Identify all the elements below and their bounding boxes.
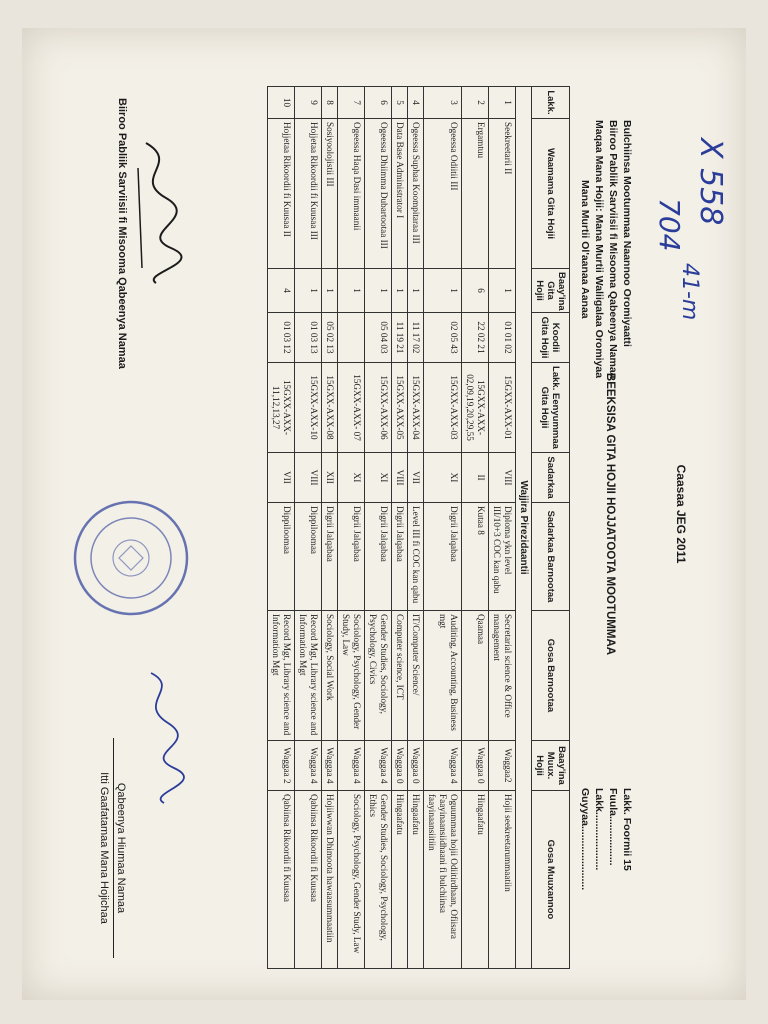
header-edu-type: Gosa Barnootaa [532,611,570,741]
cell-title: Sosiyoolojistii III [322,119,338,269]
cell-code: 22 02 21 [462,313,489,363]
signature-left-icon [126,138,186,288]
official-stamp-icon [71,498,191,618]
page-field: Fuula................. [607,788,619,866]
cell-exp: Waggaa 4 [365,741,392,791]
cell-exp: Waggaa2 [489,741,516,791]
cell-grade: VIII [489,453,516,503]
cell-count: 6 [462,269,489,313]
cell-exp-type: Sociology, Psychology, Gender Study, Law [338,791,365,969]
rotated-document [22,28,746,1000]
cell-exp: Waggaa 0 [408,741,424,791]
cell-edu-type: Computer science, ICT [392,611,408,741]
cell-title: Hojjetaa Rikoordii fi Kuusaa III [295,119,322,269]
cell-id: 15GXX-AXX-02,09,19,20,29,55 [462,363,489,453]
header-edu-level: Sadarkaa Barnootaa [532,503,570,611]
cell-count: 1 [408,269,424,313]
cell-grade: VIII [295,453,322,503]
cell-code [338,313,365,363]
cell-id: 15GXX-AXX-01 [489,363,516,453]
cell-no: 2 [462,87,489,119]
header-no: Lakk. [532,87,570,119]
cell-exp-type: Qabiinsa Rikoordii fi Kuusaa [268,791,295,969]
section-row [516,87,532,969]
cell-exp-type: Hojiiwwan Dhimoota hawaasummaatiin [322,791,338,969]
org-line: Mana Murtii Ol'aanaa Aanaa [579,180,591,319]
cell-no: 1 [489,87,516,119]
table-row [489,87,516,969]
document-main-title: BEEKSISA GITA HOJII HOJJATOOTA MOOTUMMAA [604,372,616,656]
cell-edu-level: Digrii Jalqabaa [424,503,462,611]
cell-exp: Waggaa 0 [462,741,489,791]
header-title: Waamama Gita Hojii [532,119,570,269]
cell-code: 01 03 13 [295,313,322,363]
table-row [338,87,365,969]
cell-exp-type: Qabiinsa Rikoordii fi Kuusaa [295,791,322,969]
cell-edu-type: Qaamaa [462,611,489,741]
table-row [295,87,322,969]
cell-code: 01 03 12 [268,313,295,363]
cell-title: Ogeessa Suphaa Koompitaraa III [408,119,424,269]
header-code: Koodii Gita Hojii [532,313,570,363]
header-id: Lakk. Eenyummaa Gita Hojii [532,363,570,453]
cell-edu-type: Gender Studies, Sociology, Psychology, Civics [365,611,392,741]
cell-code: 05 04 03 [365,313,392,363]
cell-edu-type: Record Mgt, Library science and Information Mgt [268,611,295,741]
cell-id: 15GXX-AXX- 07 [338,363,365,453]
cell-grade: XI [424,453,462,503]
cell-edu-level: Dippiloomaa [295,503,322,611]
header-grade: Sadarkaa [532,453,570,503]
cell-edu-level: Level III fi COC kan qabu [408,503,424,611]
cell-count: 1 [322,269,338,313]
cell-edu-type: Sociology, Social Work [322,611,338,741]
cell-title: Ergamtuu [462,119,489,269]
table-row [408,87,424,969]
cell-count: 1 [489,269,516,313]
cell-no: 7 [338,87,365,119]
cell-exp: Waggaa 4 [322,741,338,791]
header-exp-type: Gosa Muuxannoo [532,791,570,969]
table-header-row [532,87,570,969]
cell-title: Ogeessa Dhiimma Dubartootaa III [365,119,392,269]
cell-edu-level: Digrii Jalqabaa [322,503,338,611]
cell-exp-type: Oguummaa hojii Odiitirdhaan, Ofiisara Faayinaansiidhaani fi bulchiinsa faayinaansiitiin [424,791,462,969]
document-top-title: Caasaa JEG 2011 [674,464,688,564]
cell-exp-type: Gender Studies, Sociology, Psychology, Ethics [365,791,392,969]
footer-signature-block [97,728,128,968]
cell-code: 02 05 43 [424,313,462,363]
signature-right-icon [131,668,186,808]
cell-no: 5 [392,87,408,119]
handwritten-mark: 41-m [677,263,702,321]
cell-count: 1 [295,269,322,313]
cell-grade: II [462,453,489,503]
cell-edu-level: Dippiloomaa [268,503,295,611]
cell-title: Seekreetarii II [489,119,516,269]
footer-left-label: Biiroo Pabliik Sarviisii fi Misooma Qabeenya Namaa [116,98,128,369]
cell-grade: XII [322,453,338,503]
cell-grade: XI [365,453,392,503]
cell-exp: Waggaa 0 [392,741,408,791]
cell-title: Hojjetaa Rikoordii fi Kuusaa II [268,119,295,269]
cell-edu-type: Secretarial science & Office management [489,611,516,741]
cell-no: 4 [408,87,424,119]
cell-no: 10 [268,87,295,119]
handwritten-number: 704 [653,198,686,252]
cell-exp: Waggaa 4 [338,741,365,791]
cell-edu-level: Diploma ykn level III/10+3 COC kan qabu [489,503,516,611]
cell-code: 05 02 13 [322,313,338,363]
footer-right-line1: Itti Gaafatamaa Mana Hojichaa [98,772,110,924]
document-page [22,28,746,1000]
cell-code: 01 01 02 [489,313,516,363]
cell-count: 1 [338,269,365,313]
cell-exp: Waggaa 2 [268,741,295,791]
cell-code: 11 19 21 [392,313,408,363]
cell-id: 15GXX-AXX-06 [365,363,392,453]
cell-edu-type: Sociology, Psychology, Gender Study, Law [338,611,365,741]
org-line: Bulchiinsa Mootummaa Naannoo Oromiyaatti [621,120,633,347]
org-line: Biiroo Pabliik Sarviisii fi Misooma Qabeenya Namaa [607,120,619,379]
handwritten-code: X 558 [693,138,728,226]
cell-grade: XI [338,453,365,503]
cell-exp-type: Hingaafatu [408,791,424,969]
header-count: Baay'ina Gita Hojii [532,269,570,313]
cell-title: Data Base Administrator I [392,119,408,269]
cell-count: 1 [424,269,462,313]
cell-count: 4 [268,269,295,313]
table-row [424,87,462,969]
cell-no: 3 [424,87,462,119]
cell-exp: Waggaa 4 [424,741,462,791]
cell-title: Ogeessa Haqa Dasi immaanii [338,119,365,269]
cell-edu-type: IT/Computer Science/ [408,611,424,741]
table-row [462,87,489,969]
job-grade-table [267,86,570,969]
cell-exp: Waggaa 4 [295,741,322,791]
table-row [392,87,408,969]
table-row [322,87,338,969]
date-field: Guyyaa...................... [579,788,591,891]
cell-exp-type: Hojii seekreetarummaatiin [489,791,516,969]
cell-grade: VII [408,453,424,503]
cell-edu-level: Digrii Jalqabaa [365,503,392,611]
cell-edu-type: Auditing, Accounting, Business mgt [424,611,462,741]
cell-exp-type: Hingaafatu [392,791,408,969]
cell-count: 1 [365,269,392,313]
org-line: Maqaa Mana Hojii: Mana Murtii Waliigalaa Oromiyaa [593,120,605,379]
cell-grade: VII [268,453,295,503]
cell-code: 11 17 02 [408,313,424,363]
cell-no: 8 [322,87,338,119]
cell-no: 6 [365,87,392,119]
cell-edu-level: Digrii Jalqabaa [392,503,408,611]
cell-title: Ogeessa Odiitii III [424,119,462,269]
cell-edu-level: Kutaa 8 [462,503,489,611]
footer-right-line2: Qabeenya Hiumaa Namaa [115,782,127,914]
cell-id: 15GXX-AXX-03 [424,363,462,453]
form-number: Lakk. Foormii 15 [621,788,633,871]
cell-grade: VIII [392,453,408,503]
cell-id: 15GXX-AXX-05 [392,363,408,453]
table-row [365,87,392,969]
cell-edu-type: Record Mgt, Library science and Information Mgt [295,611,322,741]
section-label: Wajjira Pirezidaantii [516,87,532,969]
cell-no: 9 [295,87,322,119]
cell-exp-type: Hingaafatu [462,791,489,969]
cell-id: 15GXX-AXX-04 [408,363,424,453]
cell-count: 1 [392,269,408,313]
cell-id: 15GXX-AXX-10 [295,363,322,453]
cell-id: 15GXX-AXX-11,12,13,27 [268,363,295,453]
ref-field: Lakk.................... [593,788,605,871]
cell-id: 15GXX-AXX-08 [322,363,338,453]
cell-edu-level: Digrii Jalqabaa [338,503,365,611]
header-exp: Baay'ina Muux. Hojii [532,741,570,791]
table-row [268,87,295,969]
